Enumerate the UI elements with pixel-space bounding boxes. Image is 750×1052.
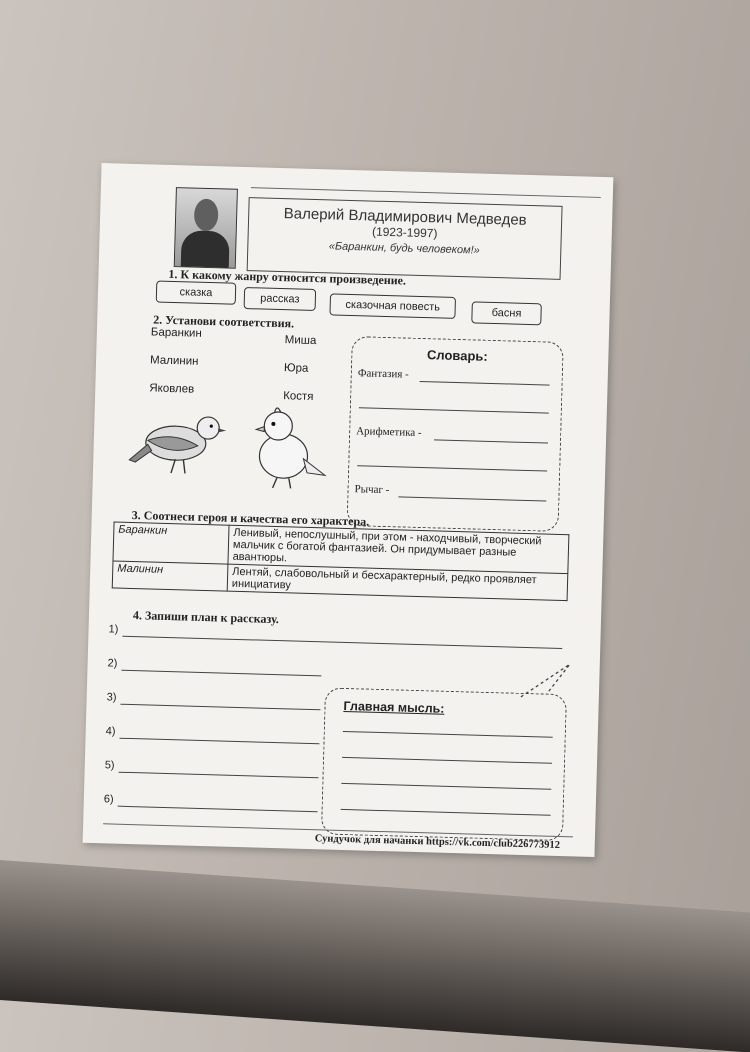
plan-line[interactable] <box>121 670 321 677</box>
left-name: Баранкин <box>150 326 202 340</box>
author-years: (1923-1997) <box>371 224 438 241</box>
dictionary-title: Словарь: <box>426 347 488 364</box>
plan-number: 6) <box>103 793 114 806</box>
answer-line[interactable] <box>434 439 548 443</box>
genre-option[interactable]: рассказ <box>244 287 317 311</box>
table-edge <box>0 860 750 1052</box>
right-name: Костя <box>282 390 314 403</box>
author-name: Валерий Владимирович Медведев <box>283 205 527 229</box>
answer-line[interactable] <box>398 496 546 501</box>
task4-title: 4. Запиши план к рассказу. <box>132 608 280 627</box>
main-idea-box <box>321 687 567 841</box>
answer-line[interactable] <box>342 757 552 764</box>
left-name: Малинин <box>149 354 199 368</box>
hero-cell: Баранкин <box>113 522 229 564</box>
plan-line[interactable] <box>122 636 562 649</box>
main-idea-title: Главная мысль: <box>343 698 445 716</box>
dictionary-box <box>347 336 564 532</box>
top-rule <box>251 187 601 198</box>
author-portrait <box>174 187 238 269</box>
book-title: «Баранкин, будь человеком!» <box>328 240 480 257</box>
left-name: Яковлев <box>149 382 195 396</box>
genre-option[interactable]: сказочная повесть <box>329 293 456 319</box>
task1-title: 1. К какому жанру относится произведение. <box>168 266 407 288</box>
task3-title: 3. Соотнеси героя и качества его характера. <box>131 507 370 529</box>
plan-number: 5) <box>104 759 115 772</box>
title-box <box>247 197 563 280</box>
answer-line[interactable] <box>359 407 549 413</box>
hero-cell: Малинин <box>112 561 228 591</box>
dictionary-term: Арифметика - <box>356 425 422 440</box>
footer-credit: Сундучок для начанки https://vk.com/club226773912 <box>314 833 561 852</box>
dictionary-term: Рычаг - <box>354 483 390 497</box>
answer-line[interactable] <box>420 381 550 386</box>
plan-number: 2) <box>107 657 118 670</box>
sparrow-illustration <box>127 400 229 483</box>
plan-line[interactable] <box>120 704 320 711</box>
answer-line[interactable] <box>341 809 551 816</box>
plan-number: 1) <box>108 623 119 636</box>
task2-title: 2. Установи соответствия. <box>153 312 295 331</box>
genre-option[interactable]: сказка <box>156 281 237 305</box>
answer-line[interactable] <box>341 783 551 790</box>
trait-cell: Лентяй, слабовольный и бесхарактерный, редко проявляет инициативу <box>227 564 568 600</box>
plan-number: 4) <box>105 725 116 738</box>
trait-cell: Ленивый, непослушный, при этом - находчивый, творческий мальчик с богатой фантазией. Он придумывает разные авантюры. <box>228 525 569 573</box>
character-table <box>112 521 570 601</box>
dictionary-term: Фантазия - <box>357 367 409 381</box>
worksheet-page <box>83 163 614 857</box>
right-name: Миша <box>284 334 317 348</box>
plan-line[interactable] <box>118 806 318 813</box>
plan-line[interactable] <box>120 738 320 745</box>
right-name: Юра <box>283 362 309 375</box>
answer-line[interactable] <box>357 465 547 471</box>
answer-line[interactable] <box>343 731 553 738</box>
chick-illustration <box>242 399 335 497</box>
genre-option[interactable]: басня <box>471 301 542 325</box>
plan-number: 3) <box>106 691 117 704</box>
plan-line[interactable] <box>119 772 319 779</box>
